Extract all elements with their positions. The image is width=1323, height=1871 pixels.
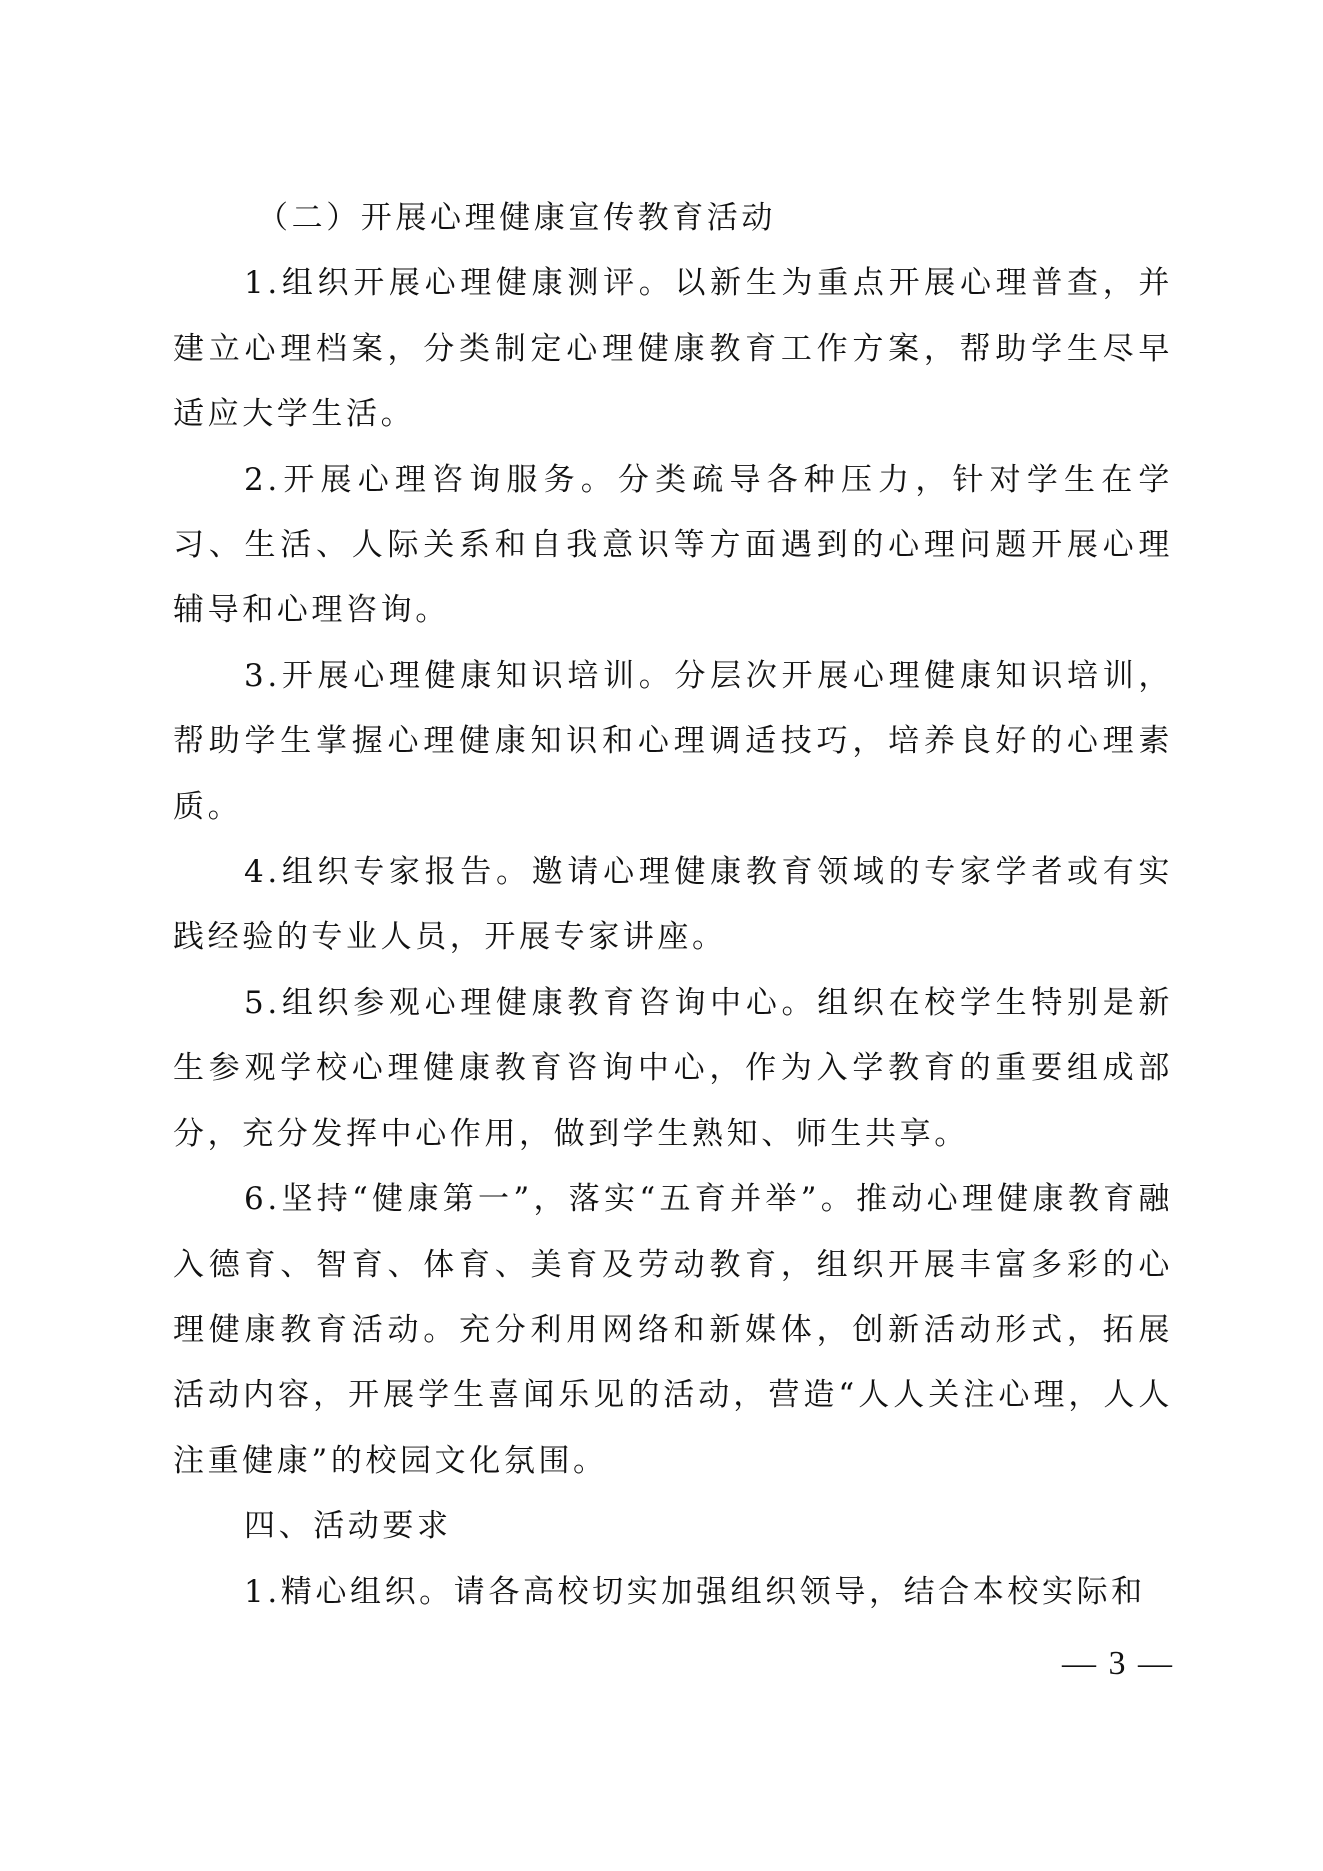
paragraph-6: 6.坚持“健康第一”，落实“五育并举”。推动心理健康教育融入德育、智育、体育、美育及劳动教育，组织开展丰富多彩的心理健康教育活动。充分利用网络和新媒体，创新活动形式，拓展活动内容，开展学生喜闻乐见的活动，营造“人人关注心理，人人注重健康”的校园文化氛围。	[173, 1181, 1173, 1479]
paragraph-requirements-1: 1.精心组织。请各高校切实加强组织领导，结合本校实际和	[244, 1573, 1146, 1610]
body-text	[173, 186, 1173, 1625]
paragraph-1: 1.组织开展心理健康测评。以新生为重点开展心理普查，并建立心理档案，分类制定心理健康教育工作方案，帮助学生尽早适应大学生活。	[173, 265, 1173, 433]
paragraph-2: 2.开展心理咨询服务。分类疏导各种压力，针对学生在学习、生活、人际关系和自我意识等方面遇到的心理问题开展心理辅导和心理咨询。	[173, 461, 1173, 629]
paragraph-3: 3.开展心理健康知识培训。分层次开展心理健康知识培训，帮助学生掌握心理健康知识和心理调适技巧，培养良好的心理素质。	[173, 657, 1173, 825]
section-heading: （二）开展心理健康宣传教育活动	[257, 200, 776, 236]
section-heading-requirements: 四、活动要求	[244, 1508, 452, 1545]
paragraph-5: 5.组织参观心理健康教育咨询中心。组织在校学生特别是新生参观学校心理健康教育咨询中心，作为入学教育的重要组成部分，充分发挥中心作用，做到学生熟知、师生共享。	[173, 984, 1173, 1152]
page-number: — 3 —	[1062, 1645, 1174, 1682]
paragraph-4: 4.组织专家报告。邀请心理健康教育领域的专家学者或有实践经验的专业人员，开展专家讲座。	[173, 854, 1173, 956]
